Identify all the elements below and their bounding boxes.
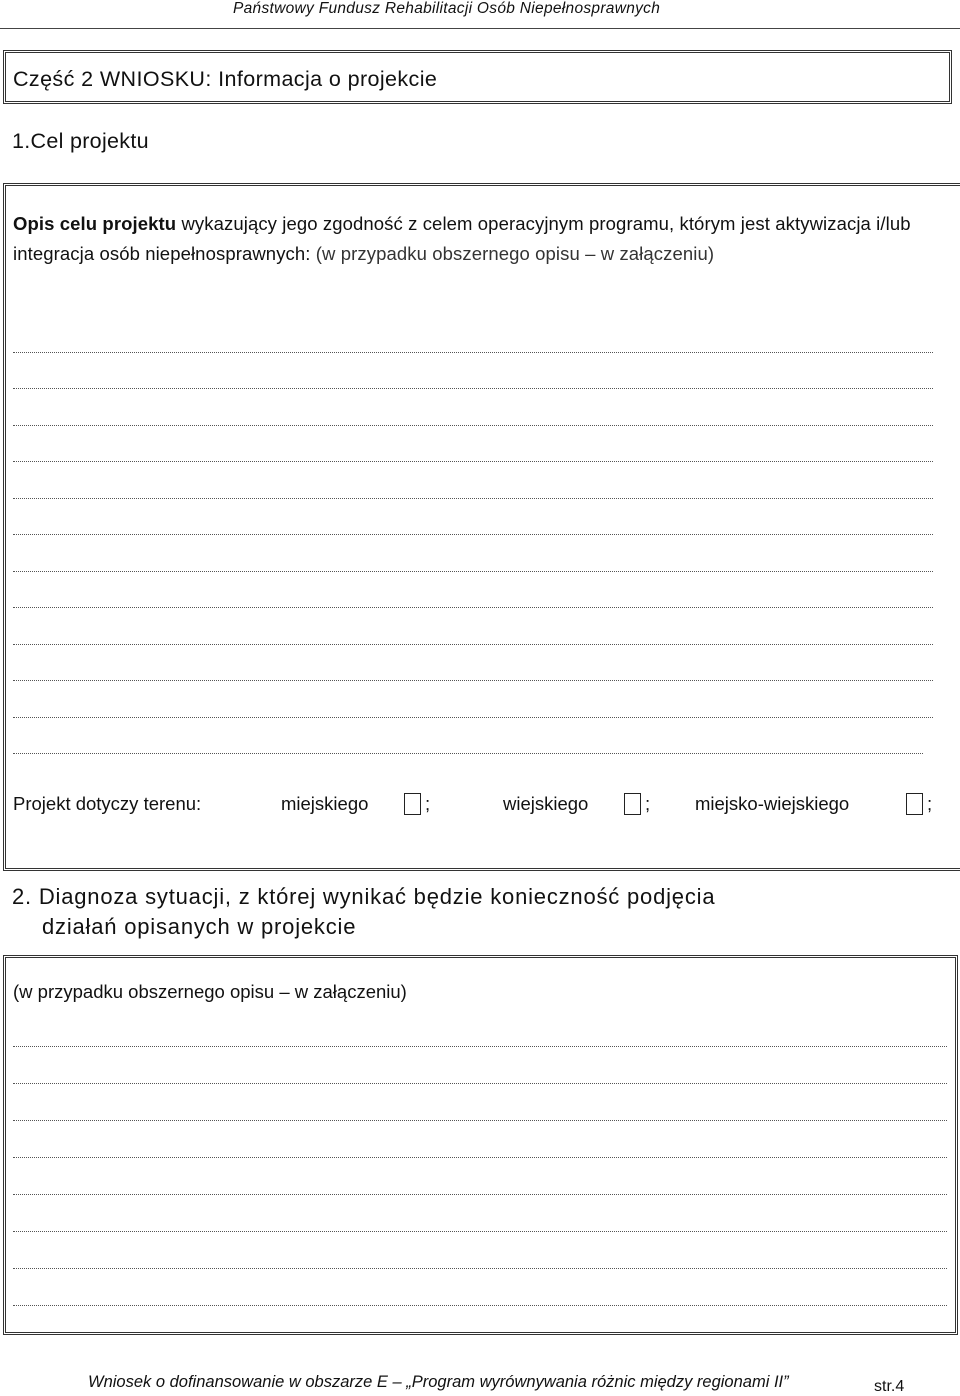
section2-box (3, 955, 958, 1335)
section2-heading (12, 882, 937, 942)
answer-line[interactable] (13, 1121, 947, 1158)
section1-description (13, 209, 938, 269)
section2-note: (w przypadku obszernego opisu – w załączeniu) (13, 981, 407, 1002)
header-organization: Państwowy Fundusz Rehabilitacji Osób Niepełnosprawnych (233, 0, 661, 17)
section1-heading: 1.Cel projektu (12, 129, 149, 153)
answer-line[interactable] (13, 389, 933, 426)
answer-line[interactable] (13, 681, 933, 718)
answer-line[interactable] (13, 499, 933, 536)
section2-answer-lines[interactable] (13, 1010, 953, 1306)
answer-line[interactable] (13, 1084, 947, 1121)
terrain-option-rural-label: wiejskiego (503, 793, 589, 814)
answer-line[interactable] (13, 1047, 947, 1084)
section2-heading-line1: 2. Diagnoza sytuacji, z której wynikać będzie konieczność podjęcia (12, 884, 716, 909)
terrain-rural-checkbox[interactable] (624, 793, 641, 815)
terrain-rural-suffix: ; (645, 793, 651, 814)
part-title: Część 2 WNIOSKU: Informacja o projekcie (13, 67, 438, 91)
answer-line[interactable] (13, 718, 923, 755)
answer-line[interactable] (13, 1269, 947, 1306)
section1-box (3, 183, 960, 871)
terrain-row (13, 789, 943, 819)
answer-line[interactable] (13, 353, 933, 390)
terrain-option-mixed-label: miejsko-wiejskiego (695, 793, 850, 814)
description-note: (w przypadku obszernego opisu – w załączeniu) (310, 243, 715, 264)
description-bold-label: Opis celu projektu (13, 213, 177, 234)
terrain-urban-suffix: ; (425, 793, 431, 814)
part-title-box (3, 50, 952, 104)
answer-line[interactable] (13, 645, 933, 682)
terrain-label: Projekt dotyczy terenu: (13, 793, 202, 814)
answer-line[interactable] (13, 462, 933, 499)
terrain-mixed-suffix: ; (927, 793, 933, 814)
terrain-mixed-checkbox[interactable] (906, 793, 923, 815)
section1-answer-lines[interactable] (13, 316, 938, 754)
answer-line[interactable] (13, 1010, 947, 1047)
terrain-option-urban-label: miejskiego (281, 793, 369, 814)
footer-text: Wniosek o dofinansowanie w obszarze E – „Program wyrównywania różnic między regionami II” (88, 1373, 789, 1391)
page-number: str.4 (874, 1378, 905, 1395)
answer-line[interactable] (13, 1232, 947, 1269)
header-divider (0, 28, 960, 29)
answer-line[interactable] (13, 608, 933, 645)
answer-line[interactable] (13, 572, 933, 609)
answer-line[interactable] (13, 1158, 947, 1195)
answer-line[interactable] (13, 535, 933, 572)
description-text: wykazujący jego zgodność z celem operacyjnym programu, którym jest aktywizacja i/lub integracja osób niepełnosprawnych: (13, 213, 911, 264)
section2-heading-line2: działań opisanych w projekcie (42, 914, 357, 939)
answer-line[interactable] (13, 426, 933, 463)
answer-line[interactable] (13, 1195, 947, 1232)
terrain-urban-checkbox[interactable] (404, 793, 421, 815)
answer-line[interactable] (13, 316, 933, 353)
